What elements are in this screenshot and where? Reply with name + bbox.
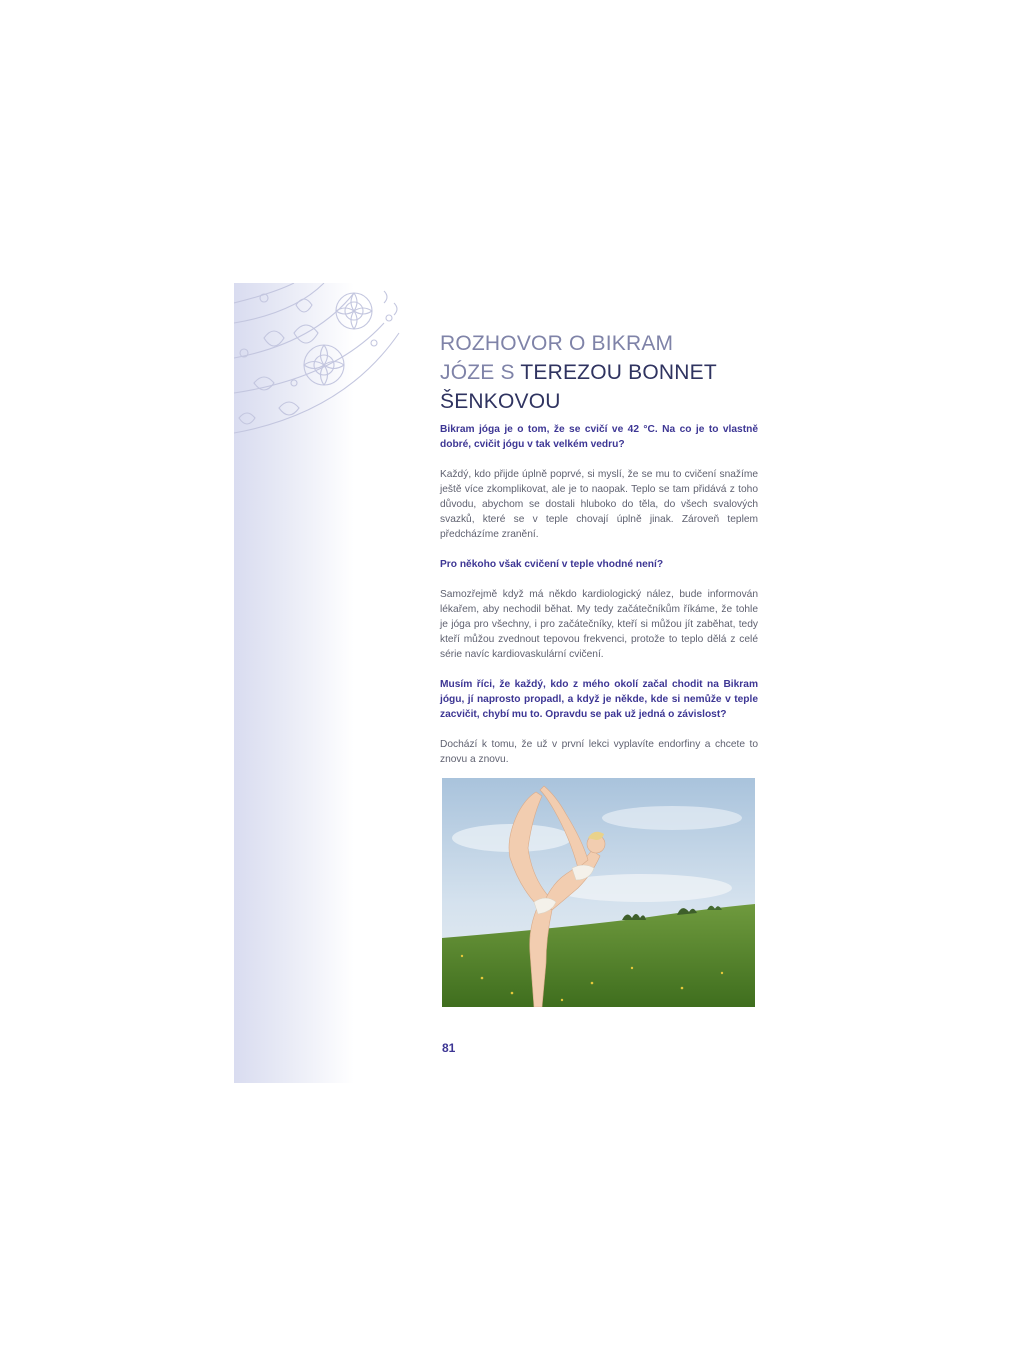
interview-text <box>440 422 758 782</box>
title-line-2-light: JÓZE S <box>440 361 521 384</box>
article-title <box>440 329 780 416</box>
page-number: 81 <box>442 1041 456 1055</box>
answer-paragraph: Dochází k tomu, že už v první lekci vyplavíte endorfiny a chcete to znovu a znovu. <box>440 739 758 765</box>
mandala-ornament-icon <box>234 283 404 443</box>
title-line-3: ŠENKOVOU <box>440 390 561 413</box>
title-line-1: ROZHOVOR O BIKRAM <box>440 332 674 355</box>
answer-paragraph: Každý, kdo přijde úplně poprvé, si myslí, že se mu to cvičení snažíme ještě více zkomplikovat, ale je to naopak. Teplo se tam přidává z toho důvodu, abychom se dostali hluboko do těla, do všech svalových svazků, které se v teple chovají úplně jinak. Zároveň teplem předcházíme zranění. <box>440 469 758 540</box>
question-paragraph: Bikram jóga je o tom, že se cvičí ve 42 °C. Na co je to vlastně dobré, cvičit jógu v tak velkém vedru? <box>440 424 758 450</box>
yoga-pose-photo <box>442 778 755 1007</box>
title-line-2-dark: TEREZOU BONNET <box>520 361 717 384</box>
question-paragraph: Pro někoho však cvičení v teple vhodné není? <box>440 559 664 570</box>
answer-paragraph: Samozřejmě když má někdo kardiologický nález, bude informován lékařem, aby nechodil běhat. My tedy začátečníkům říkáme, že tohle je jóga pro všechny, i pro začátečníky, kteří si můžou jít zaběhat, tedy kteří můžou zvednout tepovou frekvenci, protože to teplo dělá z celé série navíc kardiovaskulární cvičení. <box>440 589 758 660</box>
question-paragraph: Musím říci, že každý, kdo z mého okolí začal chodit na Bikram jógu, jí naprosto propadl, a když je někde, kde si nemůže v teple zacvičit, chybí mu to. Opravdu se pak už jedná o závislost? <box>440 679 758 720</box>
title-line-2 <box>440 358 780 387</box>
book-page <box>234 283 794 1083</box>
